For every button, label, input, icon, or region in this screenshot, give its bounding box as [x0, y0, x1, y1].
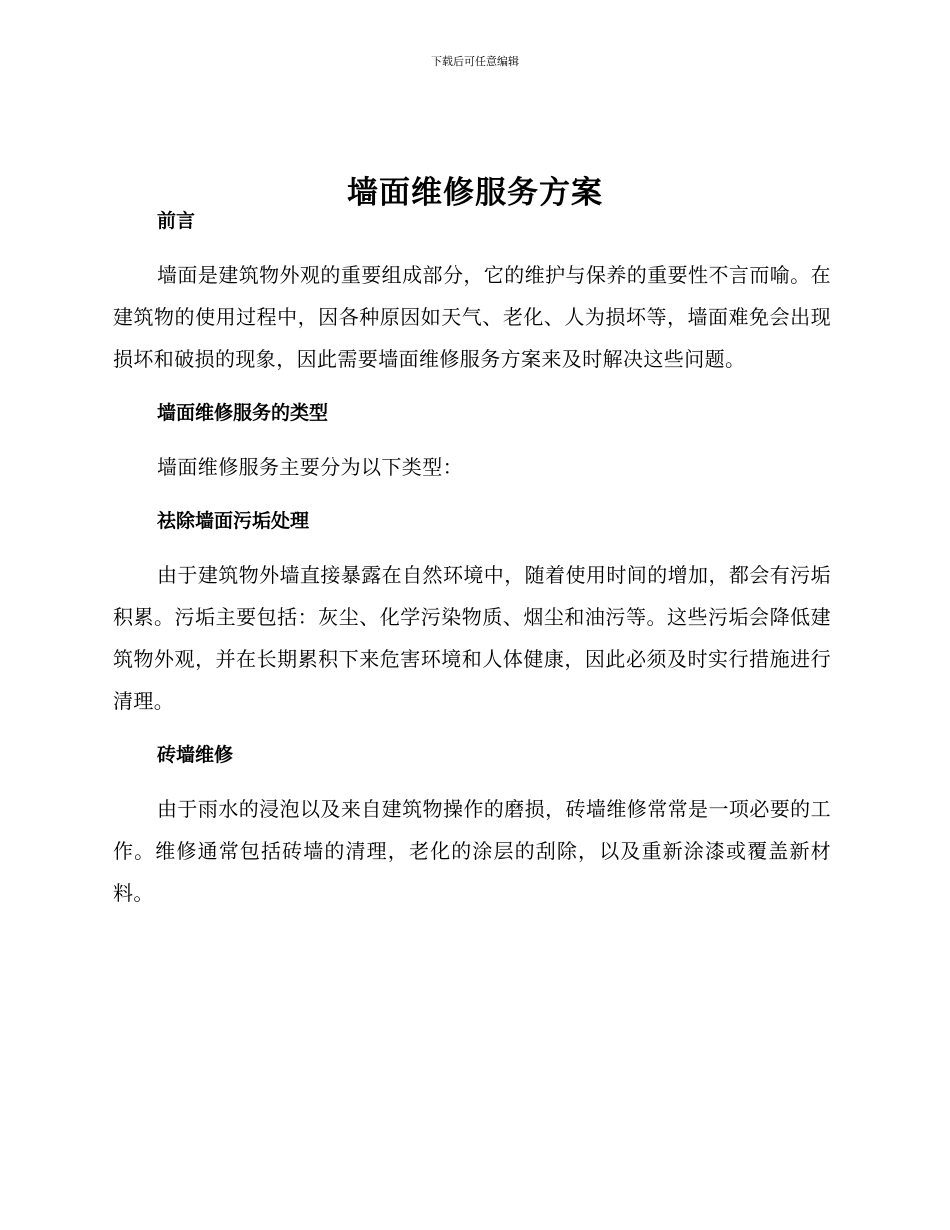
section-heading-brick-repair: 砖墙维修 [157, 744, 234, 766]
section-heading-preface: 前言 [157, 210, 196, 232]
section-heading-service-types: 墙面维修服务的类型 [157, 402, 329, 424]
section-paragraph-service-types: 墙面维修服务主要分为以下类型： [157, 455, 463, 479]
document-body [113, 200, 831, 914]
section-paragraph-brick-repair: 由于雨水的浸泡以及来自建筑物操作的磨损，砖墙维修常常是一项必要的工作。维修通常包括砖墙的清理，老化的涂层的刮除，以及重新涂漆或覆盖新材料。 [113, 797, 831, 905]
section-paragraph-dirt-removal: 由于建筑物外墙直接暴露在自然环境中，随着使用时间的增加，都会有污垢积累。污垢主要包括：灰尘、化学污染物质、烟尘和油污等。这些污垢会降低建筑物外观，并在长期累积下来危害环境和人体健康，因此必须及时实行措施进行清理。 [113, 563, 831, 713]
section-paragraph-preface: 墙面是建筑物外观的重要组成部分，它的维护与保养的重要性不言而喻。在建筑物的使用过程中，因各种原因如天气、老化、人为损坏等，墙面难免会出现损坏和破损的现象，因此需要墙面维修服务方案来及时解决这些问题。 [113, 263, 831, 371]
document-title: 墙面维修服务方案 [347, 174, 603, 211]
header-note: 下载后可任意编辑 [431, 55, 519, 68]
section-heading-dirt-removal: 祛除墙面污垢处理 [157, 510, 310, 532]
